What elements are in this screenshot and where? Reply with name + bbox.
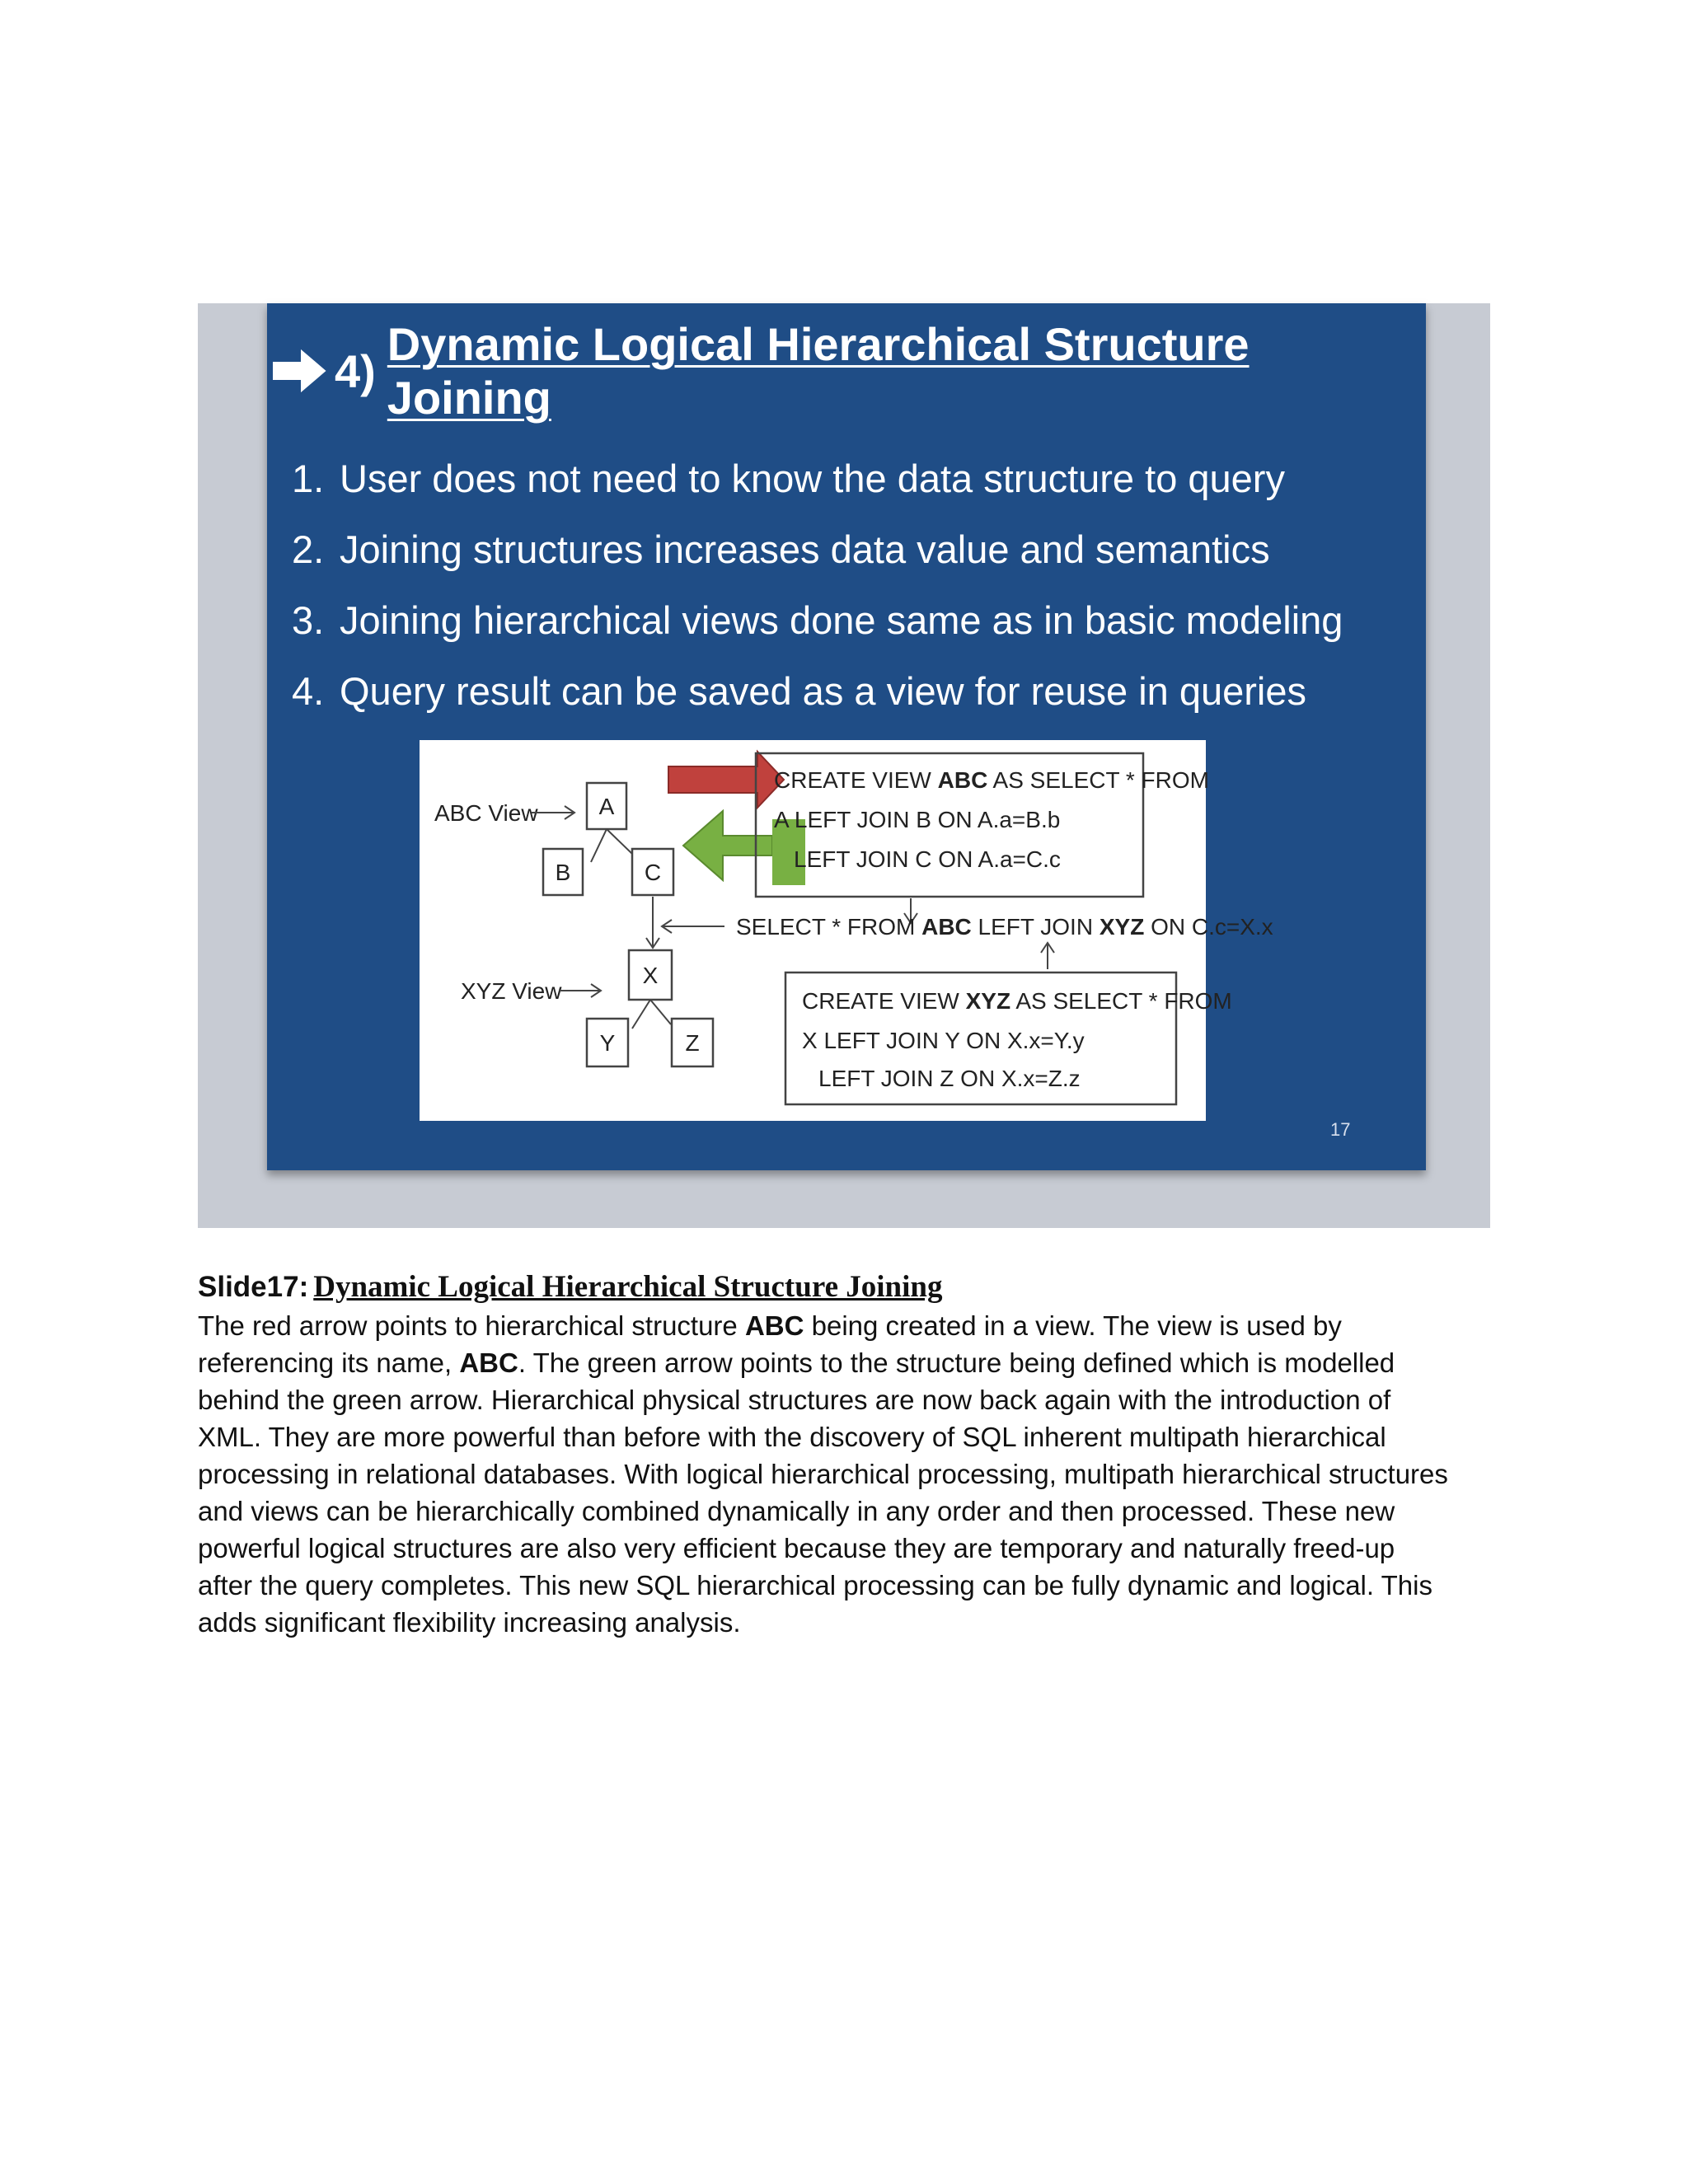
body-line: and views can be hierarchically combined dynamically in any order and then processed. These new (198, 1496, 1395, 1526)
green-arrow-icon (683, 811, 772, 880)
body-line: XML. They are more powerful than before with the discovery of SQL inherent multipath hierarchical (198, 1422, 1386, 1452)
hierarchy-diagram (420, 740, 1273, 1121)
slide (267, 303, 1426, 1170)
slide-title (269, 318, 1423, 424)
svg-text:CREATE VIEW ABC AS SELECT * FR: CREATE VIEW ABC AS SELECT * FROM (774, 767, 1209, 793)
body-line: referencing its name, ABC. The green arrow points to the structure being defined which is modelled (198, 1347, 1395, 1378)
caption-heading: Dynamic Logical Hierarchical Structure Joining (313, 1270, 943, 1304)
title-text: Dynamic Logical Hierarchical Structure Joining (387, 318, 1250, 424)
select-statement: SELECT * FROM ABC LEFT JOIN XYZ ON C.c=X.x (736, 914, 1273, 940)
body-line: adds significant flexibility increasing analysis. (198, 1607, 741, 1638)
svg-text:Z: Z (685, 1030, 700, 1056)
svg-text:LEFT JOIN Z ON X.x=Z.z: LEFT JOIN Z ON X.x=Z.z (818, 1066, 1081, 1091)
svg-text:Y: Y (599, 1030, 616, 1056)
svg-text:LEFT JOIN C ON A.a=C.c: LEFT JOIN C ON A.a=C.c (794, 846, 1061, 872)
bullet-item: 4. Query result can be saved as a view for reuse in queries (292, 669, 1306, 713)
right-arrow-icon (269, 346, 330, 396)
svg-text:CREATE VIEW XYZ AS SELECT * FR: CREATE VIEW XYZ AS SELECT * FROM (802, 988, 1232, 1014)
bullet-item: 2. Joining structures increases data value and semantics (292, 527, 1270, 571)
svg-text:C: C (644, 860, 662, 885)
bullet-item: 1. User does not need to know the data structure to query (292, 457, 1285, 500)
svg-text:B: B (555, 860, 571, 885)
body-line: after the query completes. This new SQL hierarchical processing can be fully dynamic and logical. This (198, 1570, 1432, 1601)
svg-text:X LEFT JOIN Y ON X.x=Y.y: X LEFT JOIN Y ON X.x=Y.y (802, 1028, 1085, 1053)
svg-text:A LEFT JOIN B ON A.a=B.b: A LEFT JOIN B ON A.a=B.b (774, 807, 1061, 832)
caption-body (198, 1307, 1500, 1641)
svg-text:A: A (598, 794, 615, 819)
xyz-view-label: XYZ View (461, 978, 562, 1004)
slide-number: 17 (1330, 1119, 1351, 1140)
caption-title (198, 1269, 942, 1305)
body-line: powerful logical structures are also very efficient because they are temporary and naturally freed-up (198, 1533, 1395, 1563)
title-number: 4) (335, 344, 376, 397)
bullet-list (292, 443, 1343, 727)
body-line: processing in relational databases. With logical hierarchical processing, multipath hierarchical structures (198, 1459, 1448, 1489)
body-line: behind the green arrow. Hierarchical physical structures are now back again with the introduction of (198, 1385, 1391, 1415)
svg-text:X: X (642, 963, 659, 988)
abc-view-label: ABC View (434, 800, 538, 826)
slide-frame (198, 303, 1490, 1228)
caption-label: Slide17: (198, 1271, 309, 1303)
bullet-item: 3. Joining hierarchical views done same as in basic modeling (292, 598, 1343, 642)
body-line: The red arrow points to hierarchical structure ABC being created in a view. The view is used by (198, 1310, 1342, 1341)
red-arrow-icon (668, 752, 784, 808)
